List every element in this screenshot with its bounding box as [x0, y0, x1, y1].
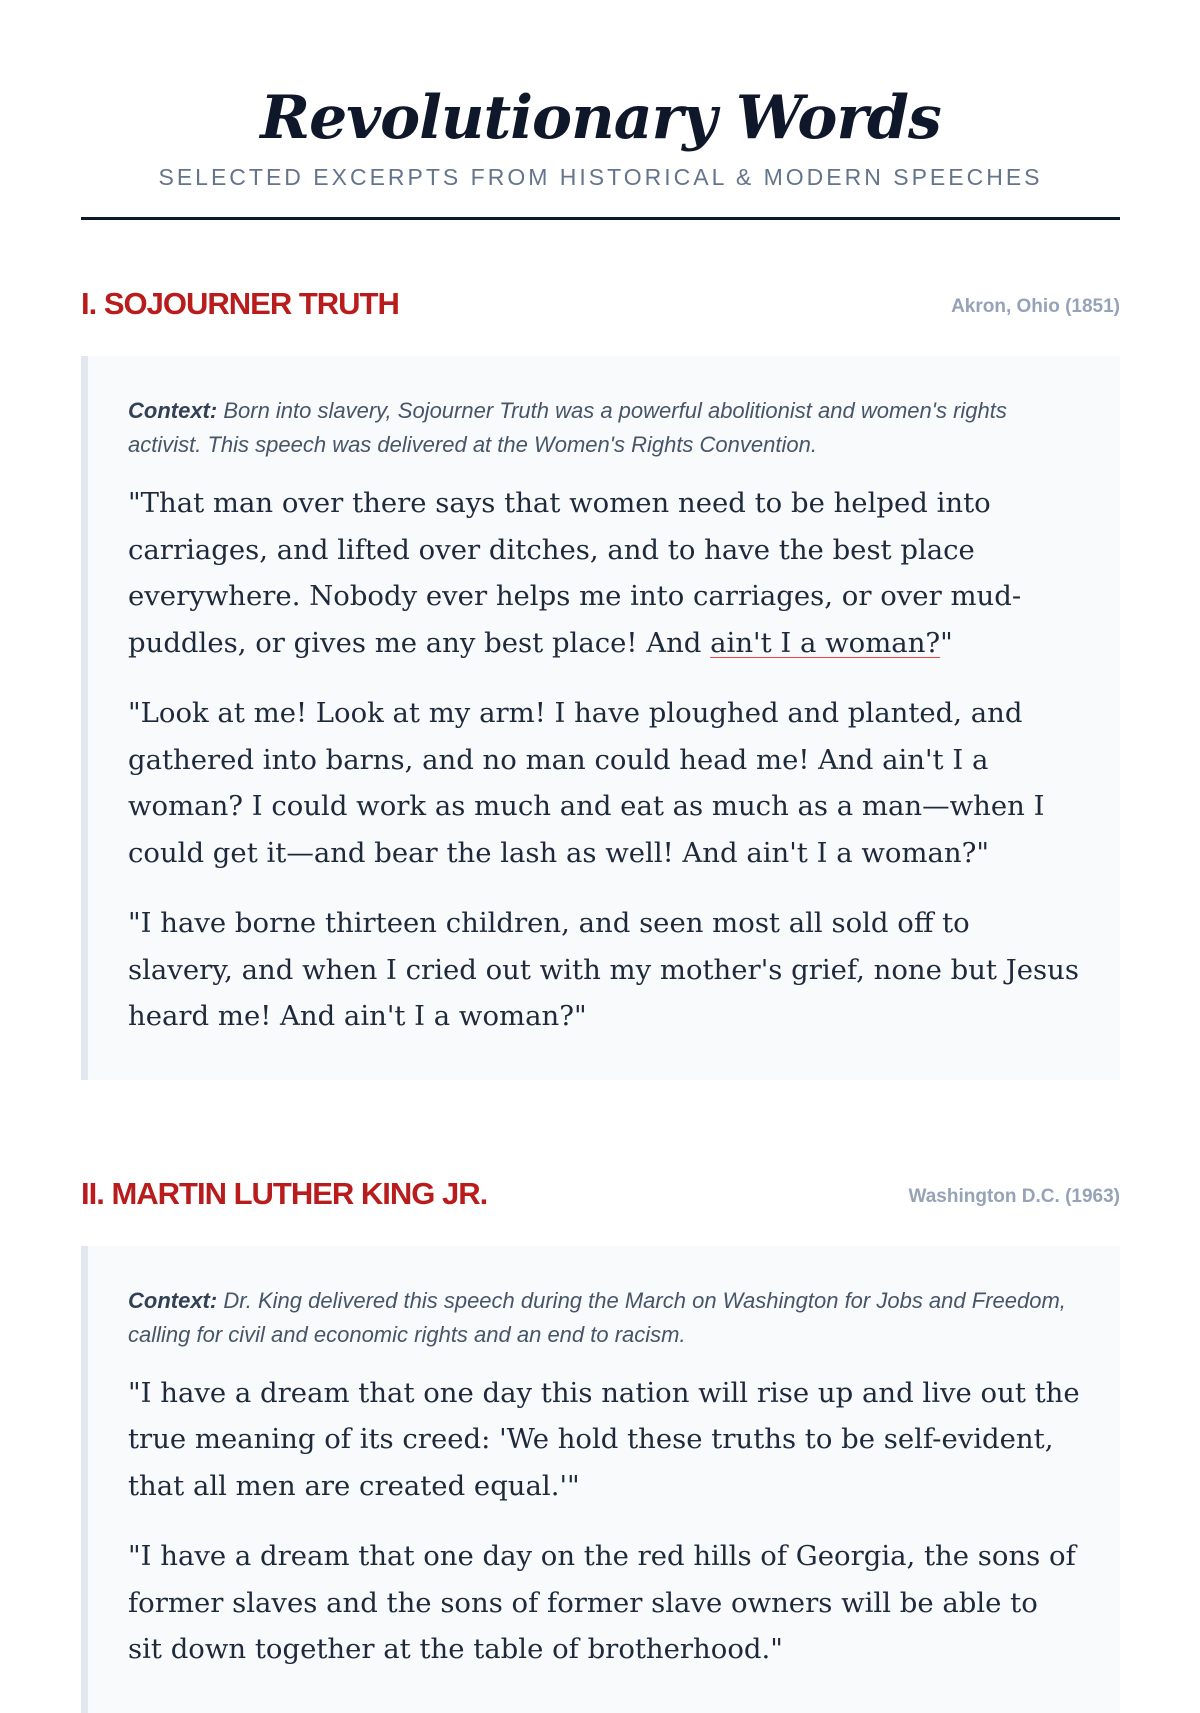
section-sojourner-truth — [81, 284, 1120, 1080]
context-text: Born into slavery, Sojourner Truth was a powerful abolitionist and women's rights activist. This speech was delivered at the Women's Rights Convention. — [128, 398, 1007, 457]
speech-quote: "I have a dream that one day on the red hills of Georgia, the sons of former slaves and the sons of former slave owners will be able to sit down together at the table of brotherhood." — [128, 1540, 1076, 1665]
quote-text: "That man over there says that women need to be helped into carriages, and lifted over ditches, and to have the best place everywhere. Nobody ever helps me into carriages, or over mud-puddles, or gives me any best place! And — [128, 487, 1022, 659]
section-header — [81, 284, 1120, 324]
quote-text-end: " — [940, 626, 953, 659]
speech-card — [81, 356, 1120, 1080]
context-label: Context: — [128, 1287, 218, 1313]
section-title: II. MARTIN LUTHER KING JR. — [81, 1175, 488, 1211]
speech-quote: "I have borne thirteen children, and seen most all sold off to slavery, and when I cried out with my mother's grief, none but Jesus heard me! And ain't I a woman?" — [128, 907, 1079, 1032]
speech-quote — [128, 480, 1080, 666]
section-location-date: Washington D.C. (1963) — [908, 1185, 1120, 1207]
header-divider — [81, 217, 1120, 220]
document-page — [81, 0, 1120, 1713]
speech-quote: "I have a dream that one day this nation will rise up and live out the true meaning of its creed: 'We hold these truths to be self-evident, that all men are created equal.'" — [128, 1376, 1080, 1502]
page-title: Revolutionary Words — [260, 83, 941, 153]
speech-card — [81, 1246, 1120, 1713]
section-martin-luther-king — [81, 1174, 1120, 1713]
context-text: Dr. King delivered this speech during the March on Washington for Jobs and Freedom, calling for civil and economic rights and an end to racism. — [128, 1287, 1066, 1347]
context-note — [128, 1284, 1080, 1352]
masthead — [81, 0, 1120, 220]
section-title: I. SOJOURNER TRUTH — [81, 286, 399, 321]
context-label: Context: — [128, 398, 218, 423]
section-location-date: Akron, Ohio (1851) — [951, 296, 1120, 317]
section-header — [81, 1174, 1120, 1214]
speech-quote: "Look at me! Look at my arm! I have ploughed and planted, and gathered into barns, and no man could head me! And ain't I a woman? I could work as much and eat as much as a man—when I could get it—and bear the lash as well! And ain't I a woman?" — [128, 697, 1045, 869]
context-note — [128, 394, 1080, 462]
page-subtitle: SELECTED EXCERPTS FROM HISTORICAL & MODERN SPEECHES — [158, 164, 1043, 190]
highlighted-phrase: ain't I a woman? — [710, 626, 941, 659]
